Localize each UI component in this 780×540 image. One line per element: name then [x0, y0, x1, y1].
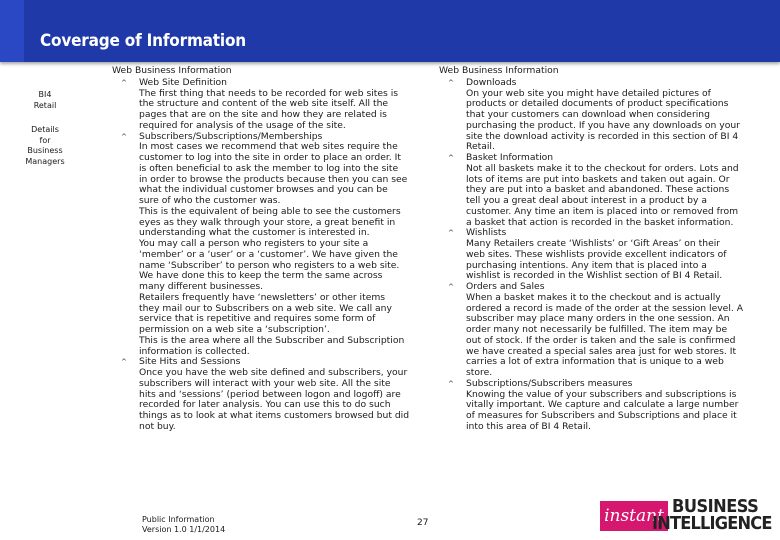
bullet-caret-icon: ^ [448, 229, 454, 238]
list-item-line: what the individual customer browses and you can be [139, 184, 388, 196]
list-item-line: purchasing the product. If you have any downloads on your [466, 119, 740, 131]
list-item-line: site the download activity is recorded in this section of BI 4 [466, 130, 739, 142]
list-item-line: not buy. [139, 420, 176, 432]
list-item [439, 228, 769, 282]
sidebar-text: Retail [33, 100, 57, 110]
list-item-line: we have created a special sales area just for web stores. It [466, 345, 737, 357]
list-item [112, 78, 430, 132]
sidebar-text: BI4 [38, 90, 52, 99]
list-item-line: understanding what the customer is interested in. [139, 227, 370, 239]
list-item-line: Many Retailers create ‘Wishlists’ or ‘Gift Areas’ on their [466, 238, 721, 249]
list-item-line: out of stock. If the order is taken and the sale is confirmed [466, 334, 736, 346]
list-item-line: You may call a person who registers to your site a [139, 238, 369, 249]
list-item-line: in order to browse the products because then you can see [139, 173, 408, 185]
list-item-line: eyes as they walk through your store, a great benefit in [139, 216, 396, 228]
right-column-title: Web Business Information [439, 65, 559, 76]
list-item-line: lots of items are put into baskets and taken out again. Or [466, 173, 730, 185]
list-item-line: is often beneficial to ask the member to log into the site [139, 162, 399, 174]
list-item-line: they mail our to Subscribers on a web site. We call any [139, 302, 392, 314]
list-item-line: permission on a web site a ‘subscription’. [139, 324, 330, 335]
list-item-line: On your web site you might have detailed pictures of [466, 87, 711, 99]
list-item-line: many different businesses. [139, 281, 264, 292]
list-item-line: name ‘Subscriber’ to person who registers to a web site. [139, 259, 400, 271]
list-item-heading: Basket Information [466, 152, 554, 163]
list-item-line: purchasing intentions. Any item that is placed into a [466, 259, 707, 271]
list-item-line: web sites. These wishlists provide excellent indicators of [466, 248, 727, 260]
list-item-heading: Site Hits and Sessions [139, 356, 241, 368]
list-item-line: ordered a record is made of the order at the session level. A [466, 302, 744, 314]
right-column [439, 66, 769, 433]
list-item-line: pages that are on the site and how they are related is [139, 109, 387, 120]
page-title: Coverage of Information [40, 31, 246, 51]
list-item-line: recorded for later analysis. You can use this to do such [139, 399, 391, 411]
list-item-line: required for analysis of the usage of the site. [139, 119, 346, 131]
list-item-line: This is the area where all the Subscriber and Subscription [139, 334, 405, 346]
sidebar-group-bi4 [18, 90, 72, 111]
list-item [439, 78, 769, 153]
left-column [112, 66, 430, 433]
list-item-line: subscribers will interact with your web site. All the site [139, 377, 391, 389]
list-item-line: tell you a great deal about interest in a product by a [466, 195, 707, 206]
sidebar-text: Managers [25, 156, 65, 166]
list-item-line: sure of who the customer was. [139, 195, 281, 206]
list-item-line: Retail. [466, 141, 495, 153]
list-item-line: ‘member’ or a ‘user’ or a ‘customer’. We have given the [139, 248, 398, 260]
list-item [112, 132, 430, 358]
sidebar-group-details [18, 125, 72, 167]
list-item-line: service that is repetitive and requires some form of [139, 313, 376, 325]
list-item [439, 282, 769, 379]
list-item-line: The first thing that needs to be recorded for web sites is [139, 87, 399, 99]
list-item-line: the structure and content of the web site itself. All the [139, 98, 389, 110]
sidebar-text: Business [27, 146, 63, 155]
list-item-line: In most cases we recommend that web sites require the [139, 141, 398, 153]
list-item-line: Retailers frequently have ‘newsletters’ or other items [139, 291, 386, 303]
footer-version: Version 1.0 1/1/2014 [142, 525, 226, 534]
list-item-line: they are put into a basket and abandoned. These actions [466, 184, 730, 196]
list-item-line: customer. Any time an item is placed into or removed from [466, 205, 739, 217]
list-item-line: subscriber may place many orders in the one session. An [466, 313, 730, 325]
list-item-line: Knowing the value of your subscribers and subscriptions is [466, 388, 737, 400]
list-item-heading: Subscribers/Subscriptions/Memberships [139, 130, 323, 142]
bullet-caret-icon: ^ [121, 358, 127, 367]
bullet-caret-icon: ^ [121, 132, 127, 141]
logo-intelligence: INTELLIGENCE [652, 513, 772, 534]
bullet-caret-icon: ^ [121, 78, 127, 87]
left-column-title: Web Business Information [112, 65, 232, 76]
logo-business: BUSINESS [672, 496, 759, 517]
sidebar-text: for [39, 135, 51, 145]
list-item-heading: Subscriptions/Subscribers measures [466, 377, 633, 389]
list-item-line: store. [466, 367, 493, 378]
list-item-line: information is collected. [139, 345, 250, 357]
footer-info [142, 515, 225, 535]
list-item-line: When a basket makes it to the checkout and is actually [466, 291, 721, 303]
list-item-line: We have done this to keep the term the same across [139, 270, 383, 282]
list-item-heading: Downloads [466, 76, 517, 88]
list-item-line: Once you have the web site defined and subscribers, your [139, 367, 408, 378]
list-item-line: vitally important. We capture and calculate a large number [466, 399, 739, 411]
list-item-line: hits and ‘sessions’ (period between logon and logoff) are [139, 388, 401, 400]
bullet-caret-icon: ^ [448, 283, 454, 291]
list-item-line: order many not necessarily be fulfilled. The item may be [466, 324, 728, 335]
list-item-heading: Wishlists [466, 227, 507, 239]
list-item-line: of measures for Subscribers and Subscriptions and place it [466, 410, 737, 421]
bullet-caret-icon: ^ [448, 379, 454, 388]
sidebar-text: Details [31, 125, 59, 134]
sidebar [18, 90, 72, 181]
list-item-line: a basket that action is recorded in the basket information. [466, 216, 734, 228]
bullet-caret-icon: ^ [448, 154, 454, 162]
list-item-line: carries a lot of extra information that is unique to a web [466, 356, 724, 368]
list-item-line: that your customers can download when considering [466, 109, 710, 120]
list-item-line: This is the equivalent of being able to see the customers [139, 205, 401, 217]
list-item-heading: Web Site Definition [139, 76, 227, 88]
list-item-heading: Orders and Sales [466, 281, 545, 292]
bullet-caret-icon: ^ [448, 78, 454, 87]
footer-public-info: Public Information [142, 515, 215, 524]
instant-business-intelligence-logo [598, 498, 776, 534]
list-item [439, 379, 769, 433]
list-item-line: Not all baskets make it to the checkout for orders. Lots and [466, 162, 739, 174]
list-item-line: products or detailed documents of product specifications [466, 98, 729, 110]
page-number: 27 [417, 518, 429, 528]
logo-instant: instant [600, 501, 668, 531]
list-item-line: things as to look at what items customers browsed but did [139, 410, 410, 421]
list-item [439, 153, 769, 228]
list-item-line: into this area of BI 4 Retail. [466, 420, 591, 432]
list-item [112, 357, 430, 432]
list-item-line: customer to log into the site in order to place an order. It [139, 152, 401, 163]
list-item-line: wishlist is recorded in the Wishlist section of BI 4 Retail. [466, 270, 723, 282]
